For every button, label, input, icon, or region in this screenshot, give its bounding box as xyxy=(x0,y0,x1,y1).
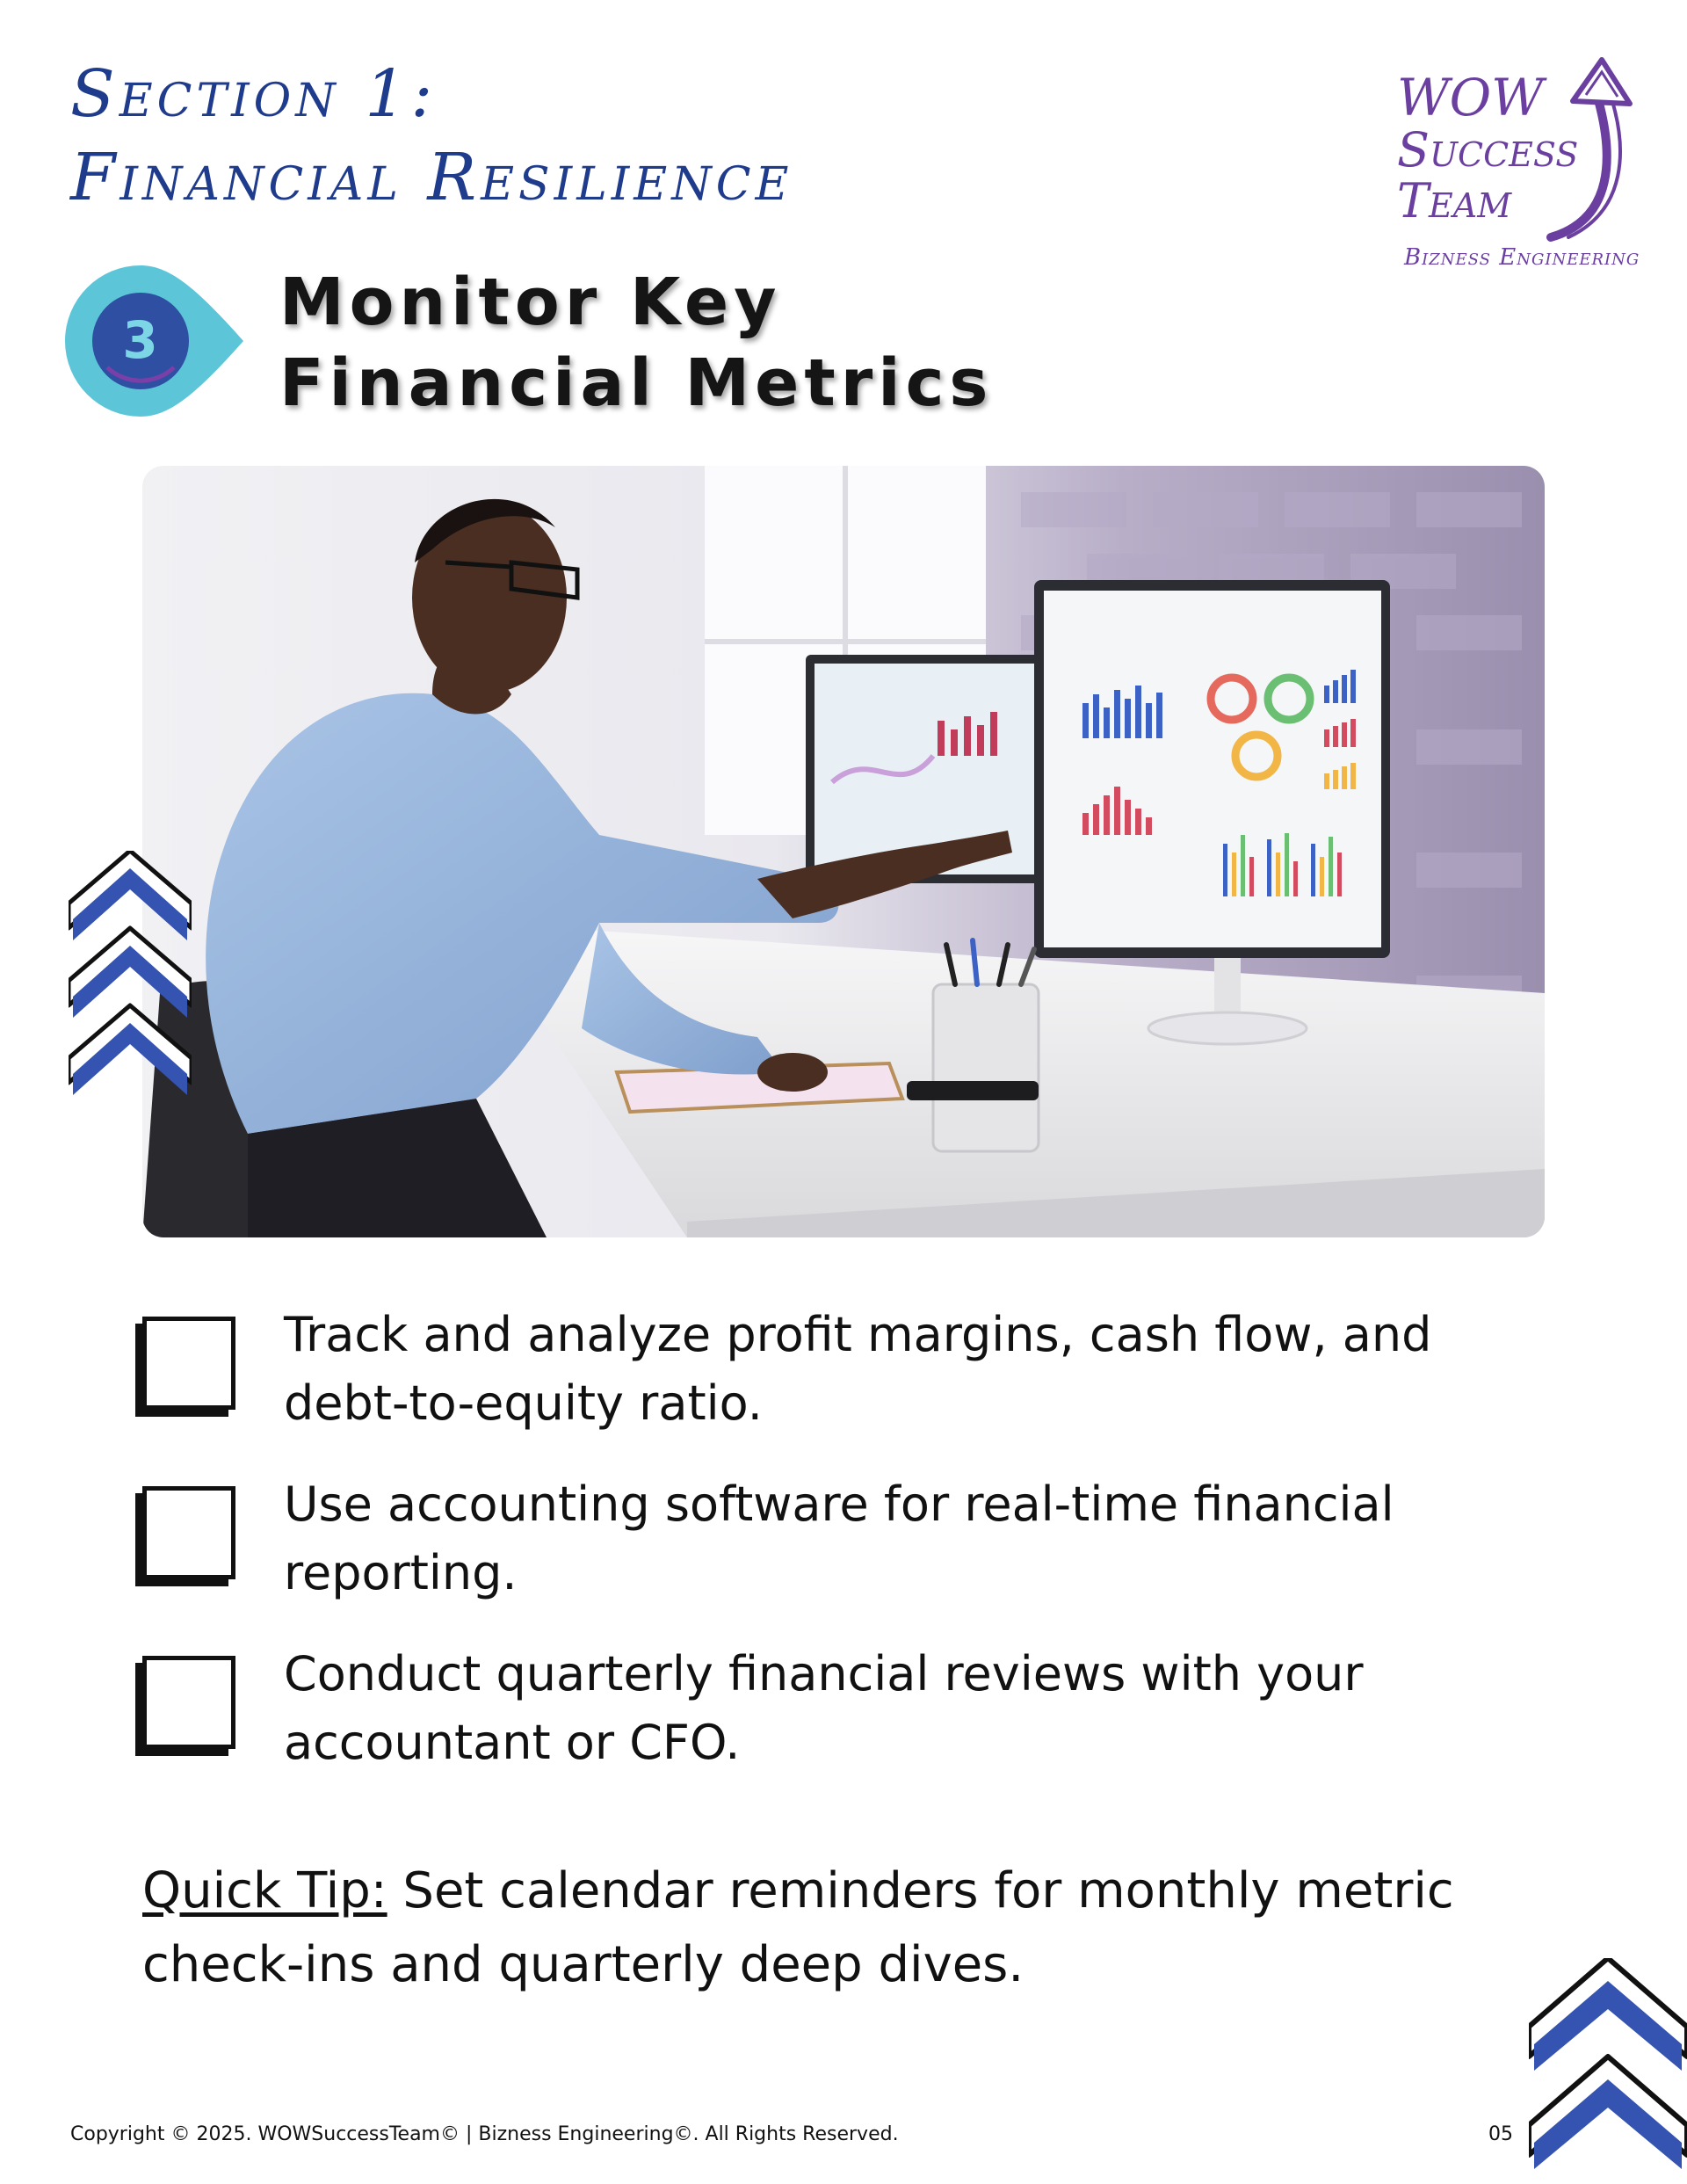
checklist-item xyxy=(141,1470,1564,1640)
quick-tip xyxy=(142,1854,1460,2002)
checklist-item xyxy=(141,1301,1564,1470)
step-title-line1: Monitor Key xyxy=(279,265,782,340)
logo-text-success: Success xyxy=(1397,122,1579,178)
checklist xyxy=(141,1301,1564,1810)
section-heading-line2: Financial Resilience xyxy=(70,140,793,215)
checklist-item xyxy=(141,1640,1564,1810)
footer-copyright: Copyright © 2025. WOWSuccessTeam© | Bizness Engineering©. All Rights Reserved. xyxy=(70,2123,899,2145)
checklist-item-text: Track and analyze profit margins, cash flow, and debt-to-equity ratio. xyxy=(284,1307,1432,1431)
chevron-stack-left-icon xyxy=(69,851,192,1114)
page-number: 05 xyxy=(1488,2123,1513,2145)
checkbox[interactable] xyxy=(142,1486,235,1579)
section-heading-line1: Section 1: xyxy=(70,56,438,132)
checkbox[interactable] xyxy=(142,1317,235,1410)
step-badge xyxy=(63,264,248,422)
photo-business-man-monitors-icon xyxy=(142,466,1545,1237)
chevron-stack-right-icon xyxy=(1529,1958,1687,2184)
logo-text-team: Team xyxy=(1397,173,1512,229)
checklist-item-text: Use accounting software for real-time financial reporting. xyxy=(284,1477,1394,1600)
checklist-item-text: Conduct quarterly financial reviews with your accountant or CFO. xyxy=(284,1646,1364,1770)
hero-photo xyxy=(142,466,1545,1237)
quick-tip-label: Quick Tip: xyxy=(142,1862,387,1919)
step-number: 3 xyxy=(122,310,158,370)
wow-success-team-logo xyxy=(1371,53,1652,281)
logo-tagline: Bizness Engineering xyxy=(1404,244,1640,271)
step-title-line2: Financial Metrics xyxy=(279,345,994,421)
quick-tip-text: Set calendar reminders for monthly metric check-ins and quarterly deep dives. xyxy=(142,1862,1454,1993)
step-title xyxy=(279,262,993,424)
checkbox[interactable] xyxy=(142,1656,235,1749)
section-heading xyxy=(70,53,793,220)
logo-text-wow: WOW xyxy=(1397,68,1544,127)
